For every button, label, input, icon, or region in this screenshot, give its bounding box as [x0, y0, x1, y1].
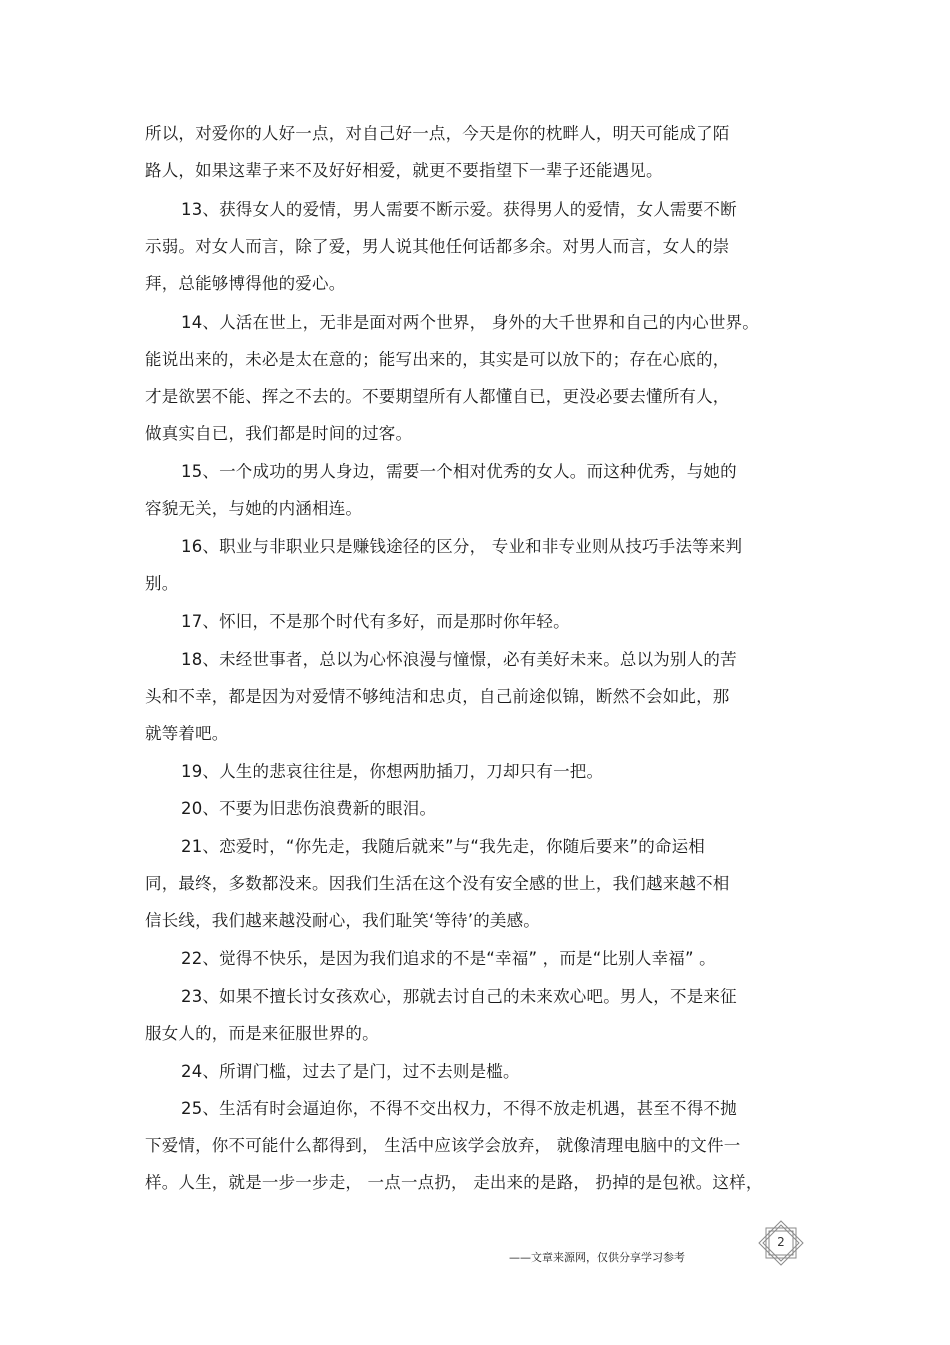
text-line: 17、怀旧，不是那个时代有多好，而是那时你年轻。: [181, 612, 570, 631]
text-line: 做真实自已，我们都是时间的过客。: [145, 424, 413, 443]
text-line: 就等着吧。: [145, 724, 229, 743]
text-line: 25、生活有时会逼迫你，不得不交出权力，不得不放走机遇，甚至不得不抛: [181, 1099, 737, 1118]
text-line: 13、获得女人的爱情，男人需要不断示爱。获得男人的爱情，女人需要不断: [181, 200, 737, 219]
text-line: 15、一个成功的男人身边，需要一个相对优秀的女人。而这种优秀，与她的: [181, 462, 737, 481]
text-line: 别。: [145, 574, 179, 593]
text-line: 24、所谓门槛，过去了是门，过不去则是槛。: [181, 1062, 520, 1081]
text-line: 才是欲罢不能、挥之不去的。不要期望所有人都懂自已，更没必要去懂所有人，: [145, 387, 730, 406]
text-line: 示弱。对女人而言，除了爱，男人说其他任何话都多余。对男人而言，女人的崇: [145, 237, 730, 256]
footer-source-text: ——文章来源网，仅供分享学习参考: [509, 1251, 685, 1264]
text-line: 22、觉得不快乐，是因为我们追求的不是“幸福” ，而是“比别人幸福” 。: [181, 949, 716, 968]
text-line: 拜，总能够博得他的爱心。: [145, 274, 346, 293]
text-line: 14、人活在世上，无非是面对两个世界， 身外的大千世界和自己的内心世界。: [181, 313, 759, 332]
text-line: 头和不幸，都是因为对爱情不够纯洁和忠贞，自己前途似锦，断然不会如此，那: [145, 687, 730, 706]
text-line: 21、恋爱时，“你先走，我随后就来”与“我先走，你随后要来”的命运相: [181, 837, 705, 856]
text-line: 能说出来的，未必是太在意的；能写出来的，其实是可以放下的；存在心底的，: [145, 350, 730, 369]
text-line: 同，最终，多数都没来。因我们生活在这个没有安全感的世上，我们越来越不相: [145, 874, 730, 893]
page-number: 2: [777, 1235, 785, 1249]
text-line: 所以，对爱你的人好一点，对自己好一点，今天是你的枕畔人，明天可能成了陌: [145, 124, 730, 143]
text-line: 23、如果不擅长讨女孩欢心，那就去讨自己的未来欢心吧。男人，不是来征: [181, 987, 737, 1006]
text-line: 20、不要为旧悲伤浪费新的眼泪。: [181, 799, 437, 818]
text-line: 容貌无关，与她的内涵相连。: [145, 499, 363, 518]
text-line: 信长线，我们越来越没耐心，我们耻笑‘等待’的美感。: [145, 911, 540, 930]
text-line: 16、职业与非职业只是赚钱途径的区分， 专业和非专业则从技巧手法等来判: [181, 537, 743, 556]
text-line: 样。人生，就是一步一步走， 一点一点扔， 走出来的是路， 扔掉的是包袱。这样，: [145, 1173, 763, 1192]
text-line: 服女人的，而是来征服世界的。: [145, 1024, 379, 1043]
text-line: 18、未经世事者，总以为心怀浪漫与憧憬，必有美好未来。总以为别人的苦: [181, 650, 737, 669]
page-number-badge: [757, 1219, 805, 1267]
text-line: 下爱情，你不可能什么都得到， 生活中应该学会放弃， 就像清理电脑中的文件一: [145, 1136, 741, 1155]
text-line: 19、人生的悲哀往往是，你想两肋插刀，刀却只有一把。: [181, 762, 604, 781]
text-line: 路人，如果这辈子来不及好好相爱，就更不要指望下一辈子还能遇见。: [145, 161, 663, 180]
